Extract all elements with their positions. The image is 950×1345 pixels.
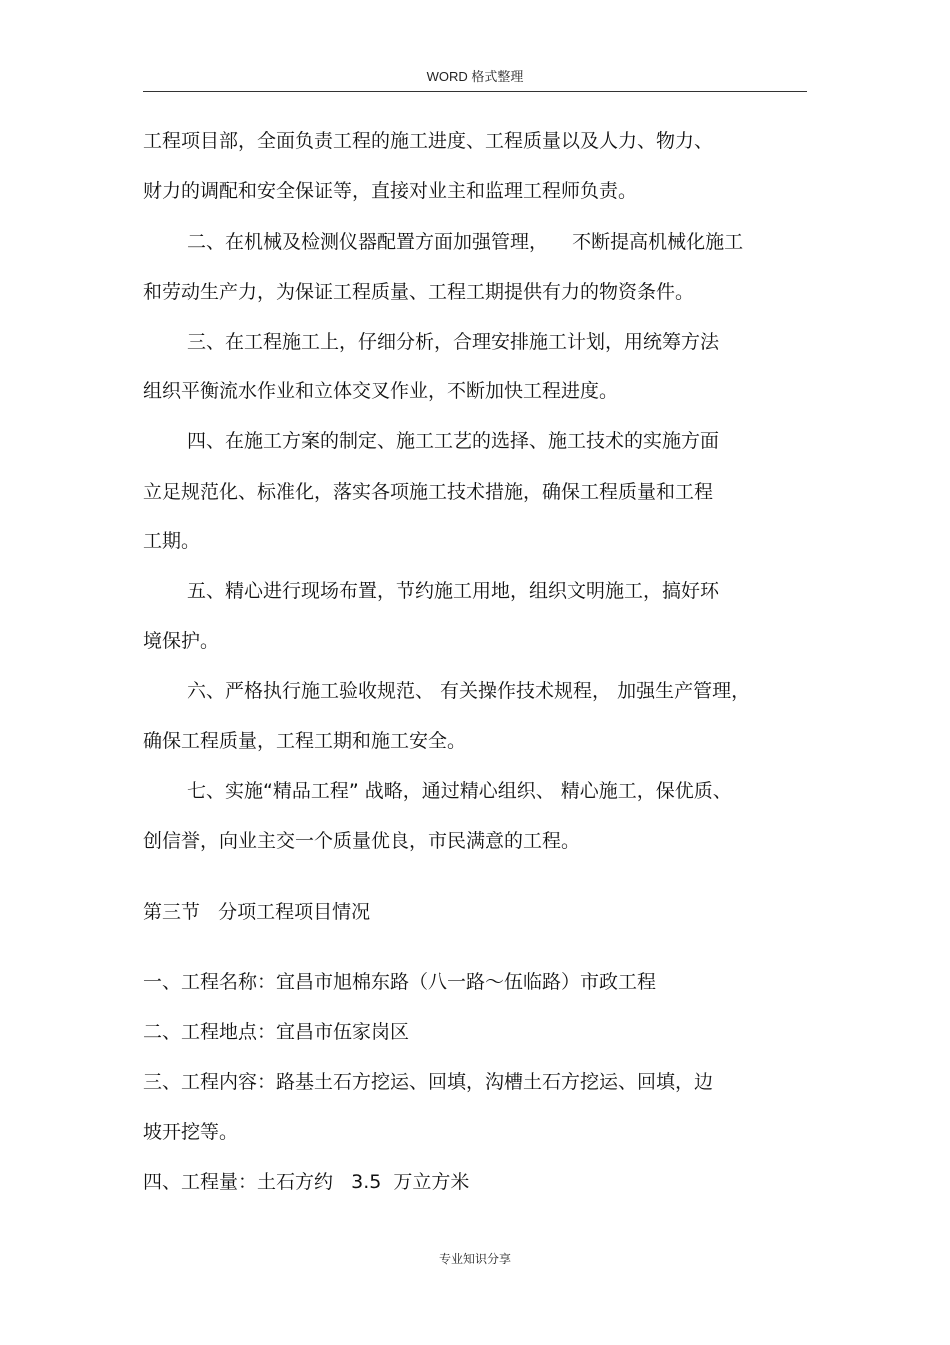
page-header: WORD 格式整理	[426, 69, 524, 84]
paragraph-line: 二、在机械及检测仪器配置方面加强管理， 不断提高机械化施工	[187, 231, 744, 253]
text-line: 创信誉，向业主交一个质量优良，市民满意的工程。	[143, 830, 581, 852]
text-line: 组织平衡流水作业和立体交叉作业，不断加快工程进度。	[143, 380, 619, 402]
paragraph-line: 六、严格执行施工验收规范、 有关操作技术规程， 加强生产管理，	[187, 680, 751, 702]
text-line: 三、工程内容：路基土石方挖运、回填，沟槽土石方挖运、回填，边	[143, 1071, 714, 1093]
paragraph-line: 五、精心进行现场布置，节约施工用地，组织文明施工，搞好环	[187, 580, 720, 602]
text-line: 二、工程地点：宜昌市伍家岗区	[143, 1021, 410, 1043]
header-divider	[143, 91, 807, 92]
section-heading: 第三节 分项工程项目情况	[143, 901, 371, 923]
text-line: 确保工程质量，工程工期和施工安全。	[143, 730, 467, 752]
text-line: 立足规范化、标准化，落实各项施工技术措施，确保工程质量和工程	[143, 481, 714, 503]
paragraph-line: 三、在工程施工上，仔细分析，合理安排施工计划，用统筹方法	[187, 331, 720, 353]
paragraph-line: 四、在施工方案的制定、施工工艺的选择、施工技术的实施方面	[187, 430, 720, 452]
text-line: 境保护。	[143, 630, 220, 652]
text-line: 工期。	[143, 530, 201, 552]
text-line: 工程项目部，全面负责工程的施工进度、工程质量以及人力、物力、	[143, 130, 714, 152]
text-line: 一、工程名称：宜昌市旭棉东路（八一路～伍临路）市政工程	[143, 971, 657, 993]
page-footer: 专业知识分享	[438, 1252, 511, 1266]
text-line: 和劳动生产力，为保证工程质量、工程工期提供有力的物资条件。	[143, 281, 695, 303]
text-line: 四、工程量：土石方约 3.5 万立方米	[143, 1171, 470, 1193]
paragraph-line: 七、实施“精品工程” 战略，通过精心组织、 精心施工，保优质、	[187, 780, 732, 802]
text-line: 财力的调配和安全保证等，直接对业主和监理工程师负责。	[143, 180, 638, 202]
text-line: 坡开挖等。	[143, 1121, 239, 1143]
